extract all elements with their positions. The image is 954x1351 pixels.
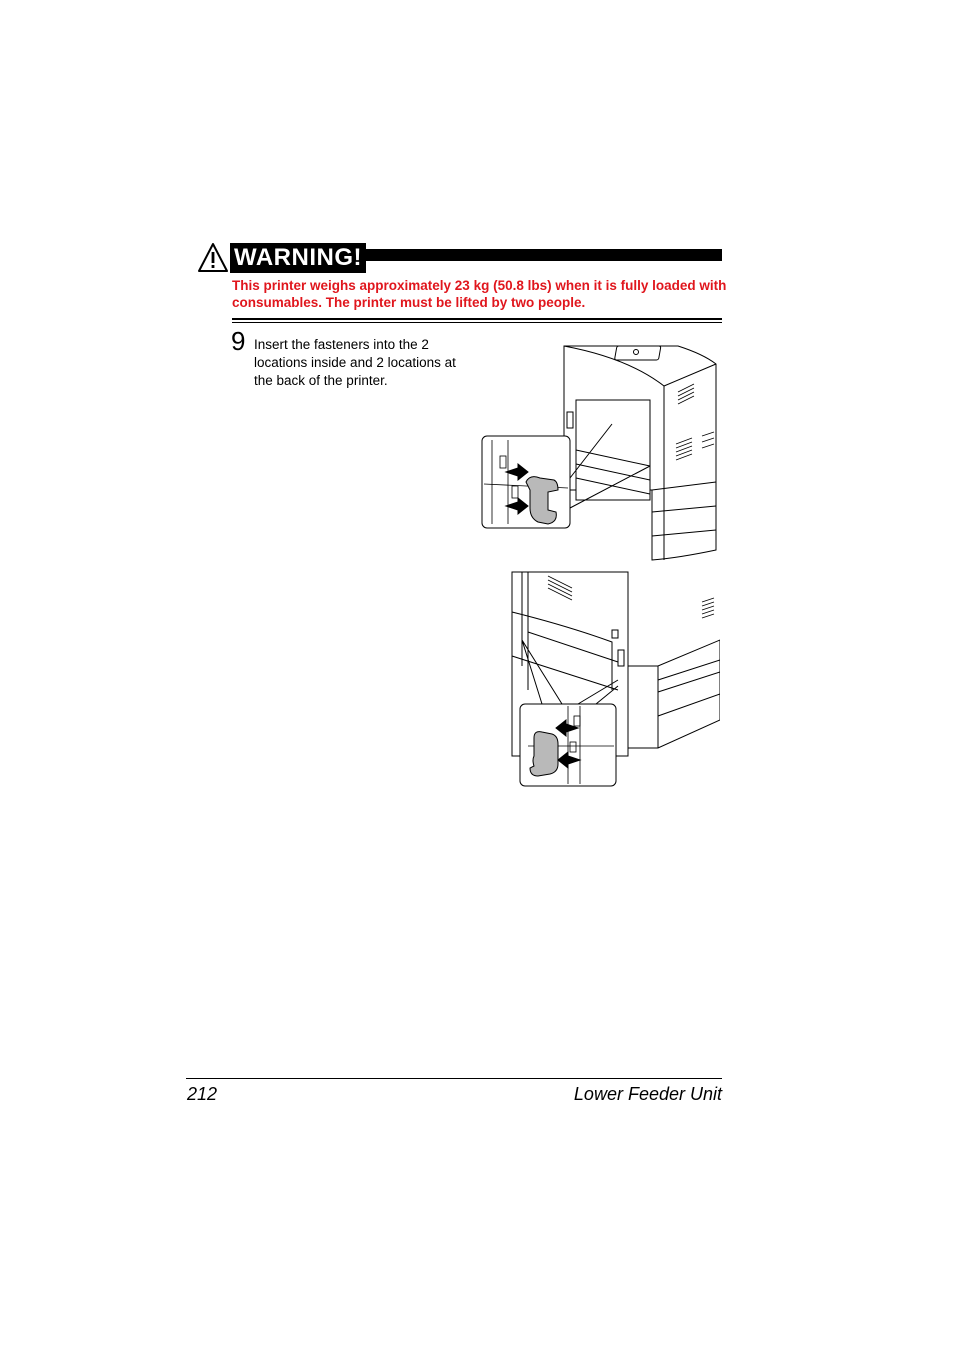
warning-label: WARNING! — [230, 243, 366, 273]
step-text: Insert the fasteners into the 2 locations inside and 2 locations at the back of the printer. — [254, 337, 456, 388]
step-number: 9 — [231, 326, 246, 356]
warning-text: This printer weighs approximately 23 kg (50.8 lbs) when it is fully loaded with consumables. The printer must be lifted by two people. — [232, 278, 727, 310]
warning-header-bar — [350, 249, 722, 261]
footer-rule — [186, 1078, 722, 1079]
printer-back-fastener-illustration — [508, 570, 720, 790]
section-title: Lower Feeder Unit — [573, 1084, 722, 1104]
warning-triangle-icon — [197, 242, 229, 274]
printer-inside-fastener-illustration — [478, 340, 720, 564]
warning-rule-thin — [232, 322, 722, 323]
page-number: 212 — [187, 1084, 218, 1104]
warning-rule — [232, 318, 722, 320]
